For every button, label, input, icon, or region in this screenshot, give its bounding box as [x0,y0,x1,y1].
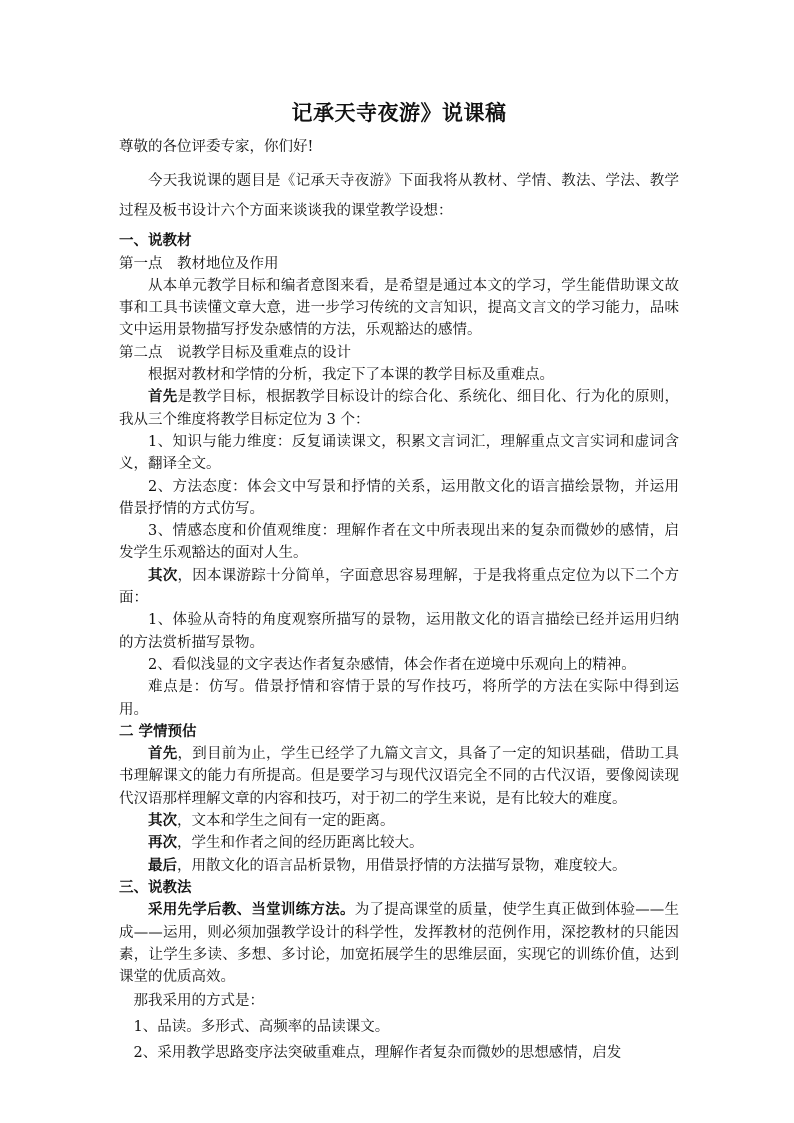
s2-third-label: 再次 [148,834,177,852]
student-third-paragraph [119,832,679,854]
way-item-1: 1、品读。多形式、高频率的品读课文。 [133,1019,390,1036]
greeting: 尊敬的各位评委专家，你们好! [119,139,314,155]
point1-body: 从本单元教学目标和编者意图来看，是希望是通过本文的学习，学生能借助课文故事和工具书读懂文章大意，进一步学习传统的文言知识，提高文言文的学习能力，品味文中运用景物描写抒发杂感情的方法，乐观豁达的感情。 [119,277,679,339]
document-title: 记承天寺夜游》说课稿 [291,100,507,125]
s2-first-label: 首先 [148,745,178,763]
point2-intro: 根据对教材和学情的分析，我定下了本课的教学目标及重难点。 [148,367,554,384]
s2-first-text: ，到目前为止，学生已经学了九篇文言文，具备了一定的知识基础，借助工具书理解课文的能力有所提高。但是要学习与现代汉语完全不同的古代汉语，要像阅读现代汉语那样理解文章的内容和技巧，对于初二的学生来说，是有比较大的难度。 [119,746,679,807]
intro-paragraph: 今天我说课的题目是《记承天寺夜游》下面我将从教材、学情、教法、学法、教学过程及板书设计六个方面来谈谈我的课堂教学设想： [119,173,679,220]
section-heading-teaching-material: 一、说教材 [119,232,192,250]
goal-item-1: 1、知识与能力维度：反复诵读课文，积累文言词汇，理解重点文言实词和虚词含义，翻译全文。 [119,433,679,473]
way-item-2: 2、采用教学思路变序法突破重难点，理解作者复杂而微妙的思想感情，启发 [133,1045,622,1062]
section-heading-student-analysis: 二 学情预估 [119,722,197,740]
method-paragraph [119,899,679,988]
s2-second-text: ，文本和学生之间有一定的距离。 [177,813,395,830]
key-points-paragraph [119,565,679,610]
student-last-paragraph [119,855,679,877]
goal-item-2: 2、方法态度：体会文中写景和抒情的关系，运用散文化的语言描绘景物，并运用借景抒情的方式仿写。 [119,478,679,517]
point1-title: 第一点 教材地位及作用 [119,255,279,272]
ways-intro: 那我采用的方式是： [133,993,264,1010]
student-second-paragraph [119,810,679,832]
goal-item-3: 3、情感态度和价值观维度：理解作者在文中所表现出来的复杂而微妙的感情，启发学生乐观豁达的面对人生。 [119,523,679,562]
second-text: ，因本课游踪十分简单，字面意思容易理解，于是我将重点定位为以下二个方面： [119,567,679,607]
second-label: 其次 [148,566,178,584]
first-label: 首先 [148,388,178,406]
document-page [119,96,679,1066]
section-heading-teaching-method: 三、说教法 [119,878,192,896]
teaching-goals-paragraph [119,386,679,431]
key-point-1: 1、体验从奇特的角度观察所描写的景物，运用散文化的语言描绘已经并运用归纳的方法赏析描写景物。 [119,612,679,651]
s2-last-label: 最后 [148,856,177,874]
method-text: 为了提高课堂的质量，使学生真正做到体验——生成——运用，则必须加强教学设计的科学性，发挥教材的范例作用，深挖教材的只能因素，让学生多读、多想、多讨论，加宽拓展学生的思维层面，实现它的训练价值，达到课堂的优质高效。 [119,902,680,986]
s2-last-text: ，用散文化的语言品析景物，用借景抒情的方法描写景物，难度较大。 [177,857,627,874]
s2-second-label: 其次 [148,812,177,830]
s2-third-text: ，学生和作者之间的经历距离比较大。 [177,835,424,852]
first-text: 是教学目标，根据教学目标设计的综合化、系统化、细目化、行为化的原则，我从三个维度将教学目标定位为 3 个： [119,389,679,428]
point2-title: 第二点 说教学目标及重难点的设计 [119,344,351,361]
key-point-2: 2、看似浅显的文字表达作者复杂感情，体会作者在逆境中乐观向上的精神。 [148,656,636,673]
difficulty-paragraph: 难点是：仿写。借景抒情和容情于景的写作技巧，将所学的方法在实际中得到运用。 [119,679,679,718]
method-label: 采用先学后教、当堂训练方法。 [148,901,355,919]
student-first-paragraph [119,743,679,810]
